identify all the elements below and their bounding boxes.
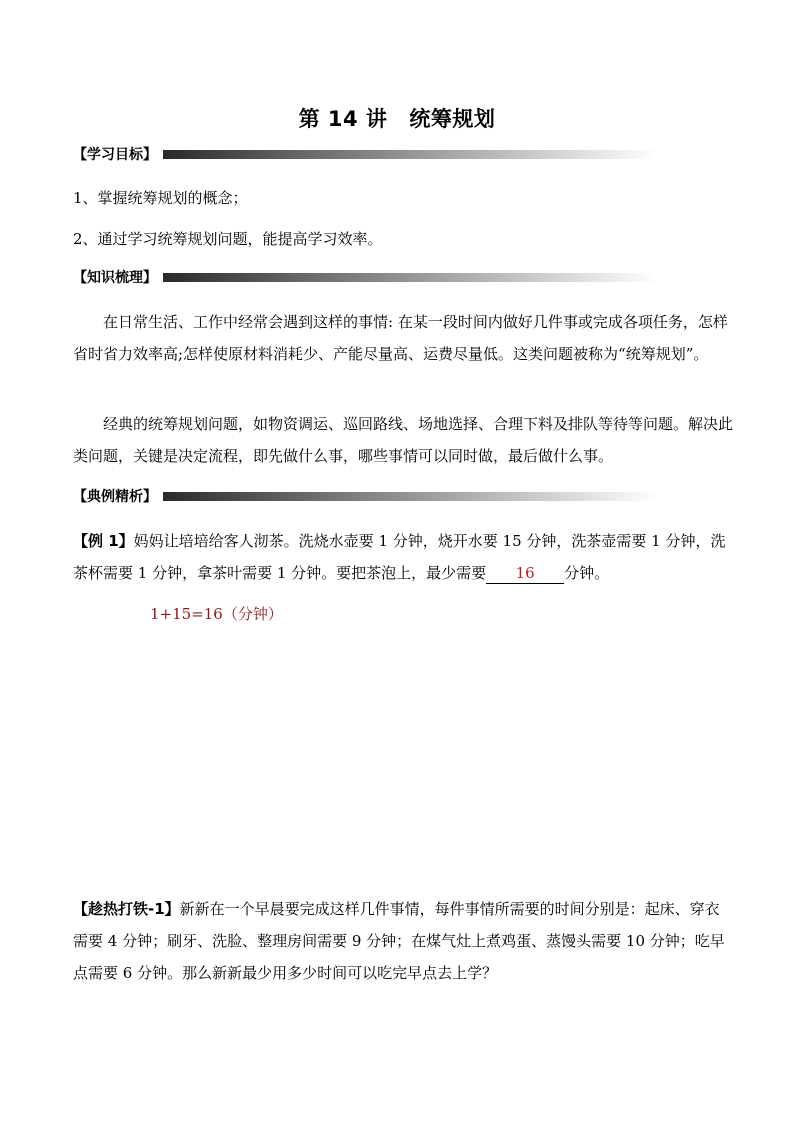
- section-label-goals: 【学习目标】: [73, 147, 157, 163]
- practice-tag: 【趁热打铁-1】: [73, 900, 180, 918]
- page-title: [0, 103, 794, 133]
- section-label-knowledge: 【知识梳理】: [73, 270, 157, 286]
- section-bar: [163, 150, 658, 159]
- example-1: [73, 525, 733, 589]
- goal-item-1: 1、掌握统筹规划的概念；: [73, 189, 248, 207]
- section-bar: [163, 273, 658, 282]
- lecture-number: 第 14 讲: [298, 107, 388, 131]
- practice-question: 新新在一个早晨要完成这样几件事情，每件事情所需要的时间分别是：起床、穿衣需要 4 分钟；刷牙、洗脸、整理房间需要 9 分钟；在煤气灶上煮鸡蛋、蒸馒头需要 10 分钟；吃早点需要 6 分钟。那么新新最少用多少时间可以吃完早点去上学？: [73, 900, 725, 982]
- knowledge-paragraph-1: 在日常生活、工作中经常会遇到这样的事情: 在某一段时间内做好几件事或完成各项任务，怎样省时省力效率高;怎样使原材料消耗少、产能尽量高、运费尽量低。这类问题被称为“统筹规划”。: [73, 313, 728, 363]
- knowledge-paragraph-2: 经典的统筹规划问题，如物资调运、巡回路线、场地选择、合理下料及排队等待等问题。解决此类问题，关键是决定流程，即先做什么事，哪些事情可以同时做，最后做什么事。: [73, 415, 734, 465]
- section-label-examples: 【典例精析】: [73, 489, 157, 505]
- practice-1: [73, 893, 733, 989]
- example-solution: 1+15=16（分钟）: [150, 605, 283, 623]
- section-bar: [163, 492, 658, 501]
- example-tag: 【例 1】: [73, 532, 134, 550]
- example-question-end: 分钟。: [564, 564, 610, 582]
- section-header-knowledge: [73, 267, 593, 289]
- section-header-examples: [73, 486, 593, 508]
- section-header-goals: [73, 144, 593, 166]
- example-question: 妈妈让培培给客人沏茶。洗烧水壶要 1 分钟，烧开水要 15 分钟，洗茶壶需要 1 分钟，洗茶杯需要 1 分钟，拿茶叶需要 1 分钟。要把茶泡上，最少需要: [73, 532, 726, 582]
- lecture-topic: 统筹规划: [409, 107, 496, 131]
- answer-blank: 16: [486, 563, 564, 584]
- goal-item-2: 2、通过学习统筹规划问题，能提高学习效率。: [73, 230, 383, 248]
